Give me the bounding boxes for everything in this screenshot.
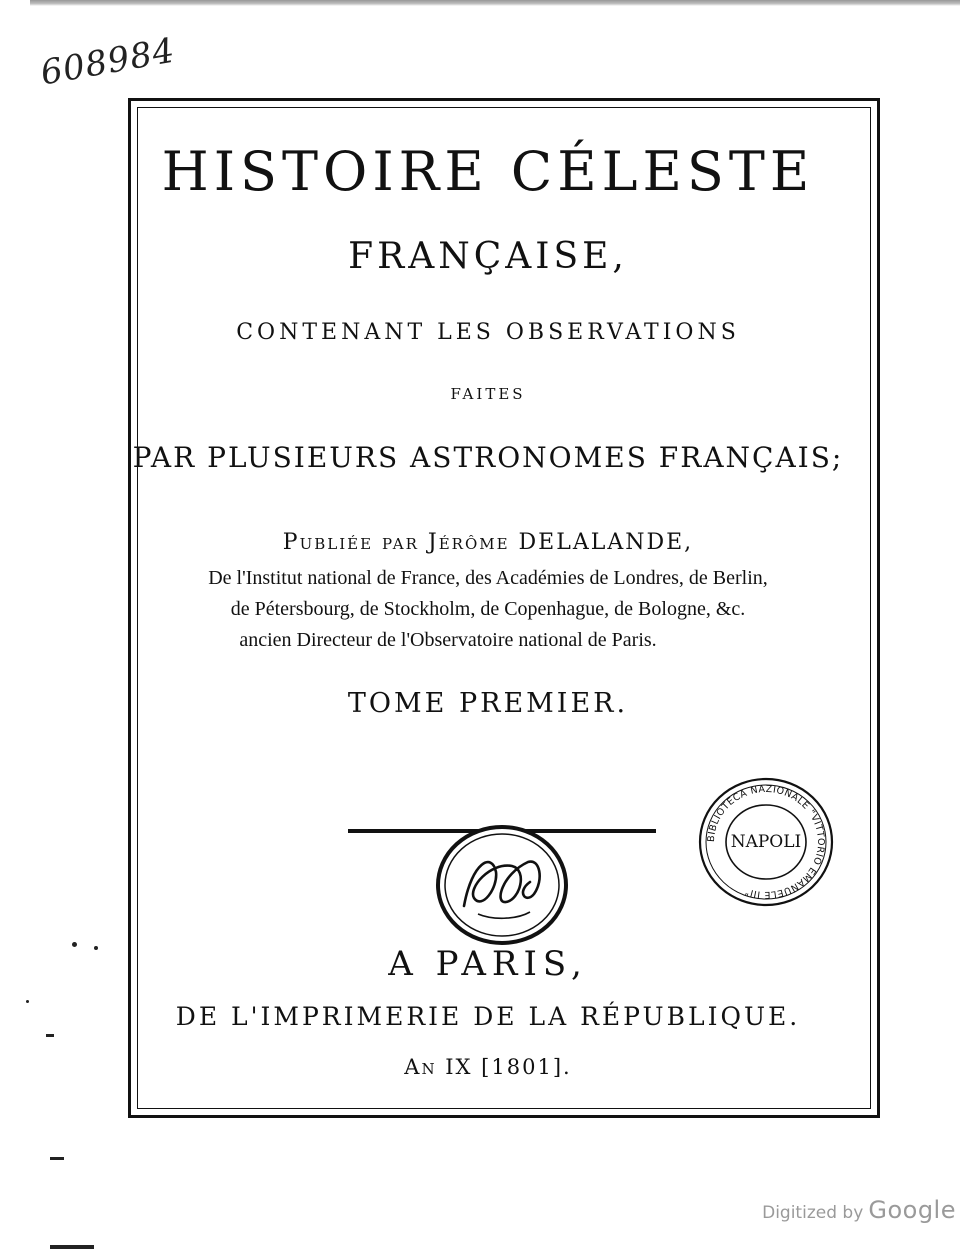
- institution-line-1: De l'Institut national de France, des Académies de Londres, de Berlin,: [208, 567, 768, 589]
- scan-speck: [72, 942, 77, 947]
- library-stamp-icon: [696, 776, 836, 908]
- scan-top-edge: [30, 0, 960, 6]
- scan-speck: [94, 946, 98, 950]
- watermark-brand: Google: [868, 1196, 956, 1224]
- imprint-year: An IX [1801].: [404, 1055, 572, 1079]
- imprint-city: A PARIS,: [388, 944, 588, 984]
- stamp-center-text: NAPOLI: [730, 832, 802, 852]
- scan-speck: [26, 1000, 29, 1003]
- imprint-press: DE L'IMPRIMERIE DE LA RÉPUBLIQUE.: [175, 1002, 801, 1031]
- scan-mark: [50, 1157, 64, 1160]
- stamp-ring-text: BIBLIOTECA NAZIONALE "VITTORIO EMANUELE III": [705, 783, 827, 901]
- institution-line-2: de Pétersbourg, de Stockholm, de Copenhague, de Bologne, &c.: [230, 598, 746, 620]
- volume-label: TOME PREMIER.: [347, 688, 629, 719]
- contents-line: CONTENANT LES OBSERVATIONS: [236, 320, 740, 345]
- scan-mark: [50, 1245, 94, 1249]
- watermark-prefix: Digitized by: [762, 1203, 864, 1223]
- digitized-watermark: [762, 1196, 956, 1224]
- monogram-ornament-icon: [432, 822, 572, 948]
- institution-line-3: ancien Directeur de l'Observatoire national de Paris.: [239, 629, 657, 651]
- book-subtitle: FRANÇAISE,: [348, 236, 628, 277]
- handwritten-shelfmark: 608984: [37, 30, 179, 94]
- scan-mark: [46, 1034, 54, 1037]
- book-title: HISTOIRE CÉLESTE: [161, 140, 815, 203]
- publisher-line: Publiée par Jérôme DELALANDE,: [282, 530, 694, 555]
- faites-line: FAITES: [450, 385, 526, 403]
- authors-line: PAR PLUSIEURS ASTRONOMES FRANÇAIS;: [132, 441, 844, 474]
